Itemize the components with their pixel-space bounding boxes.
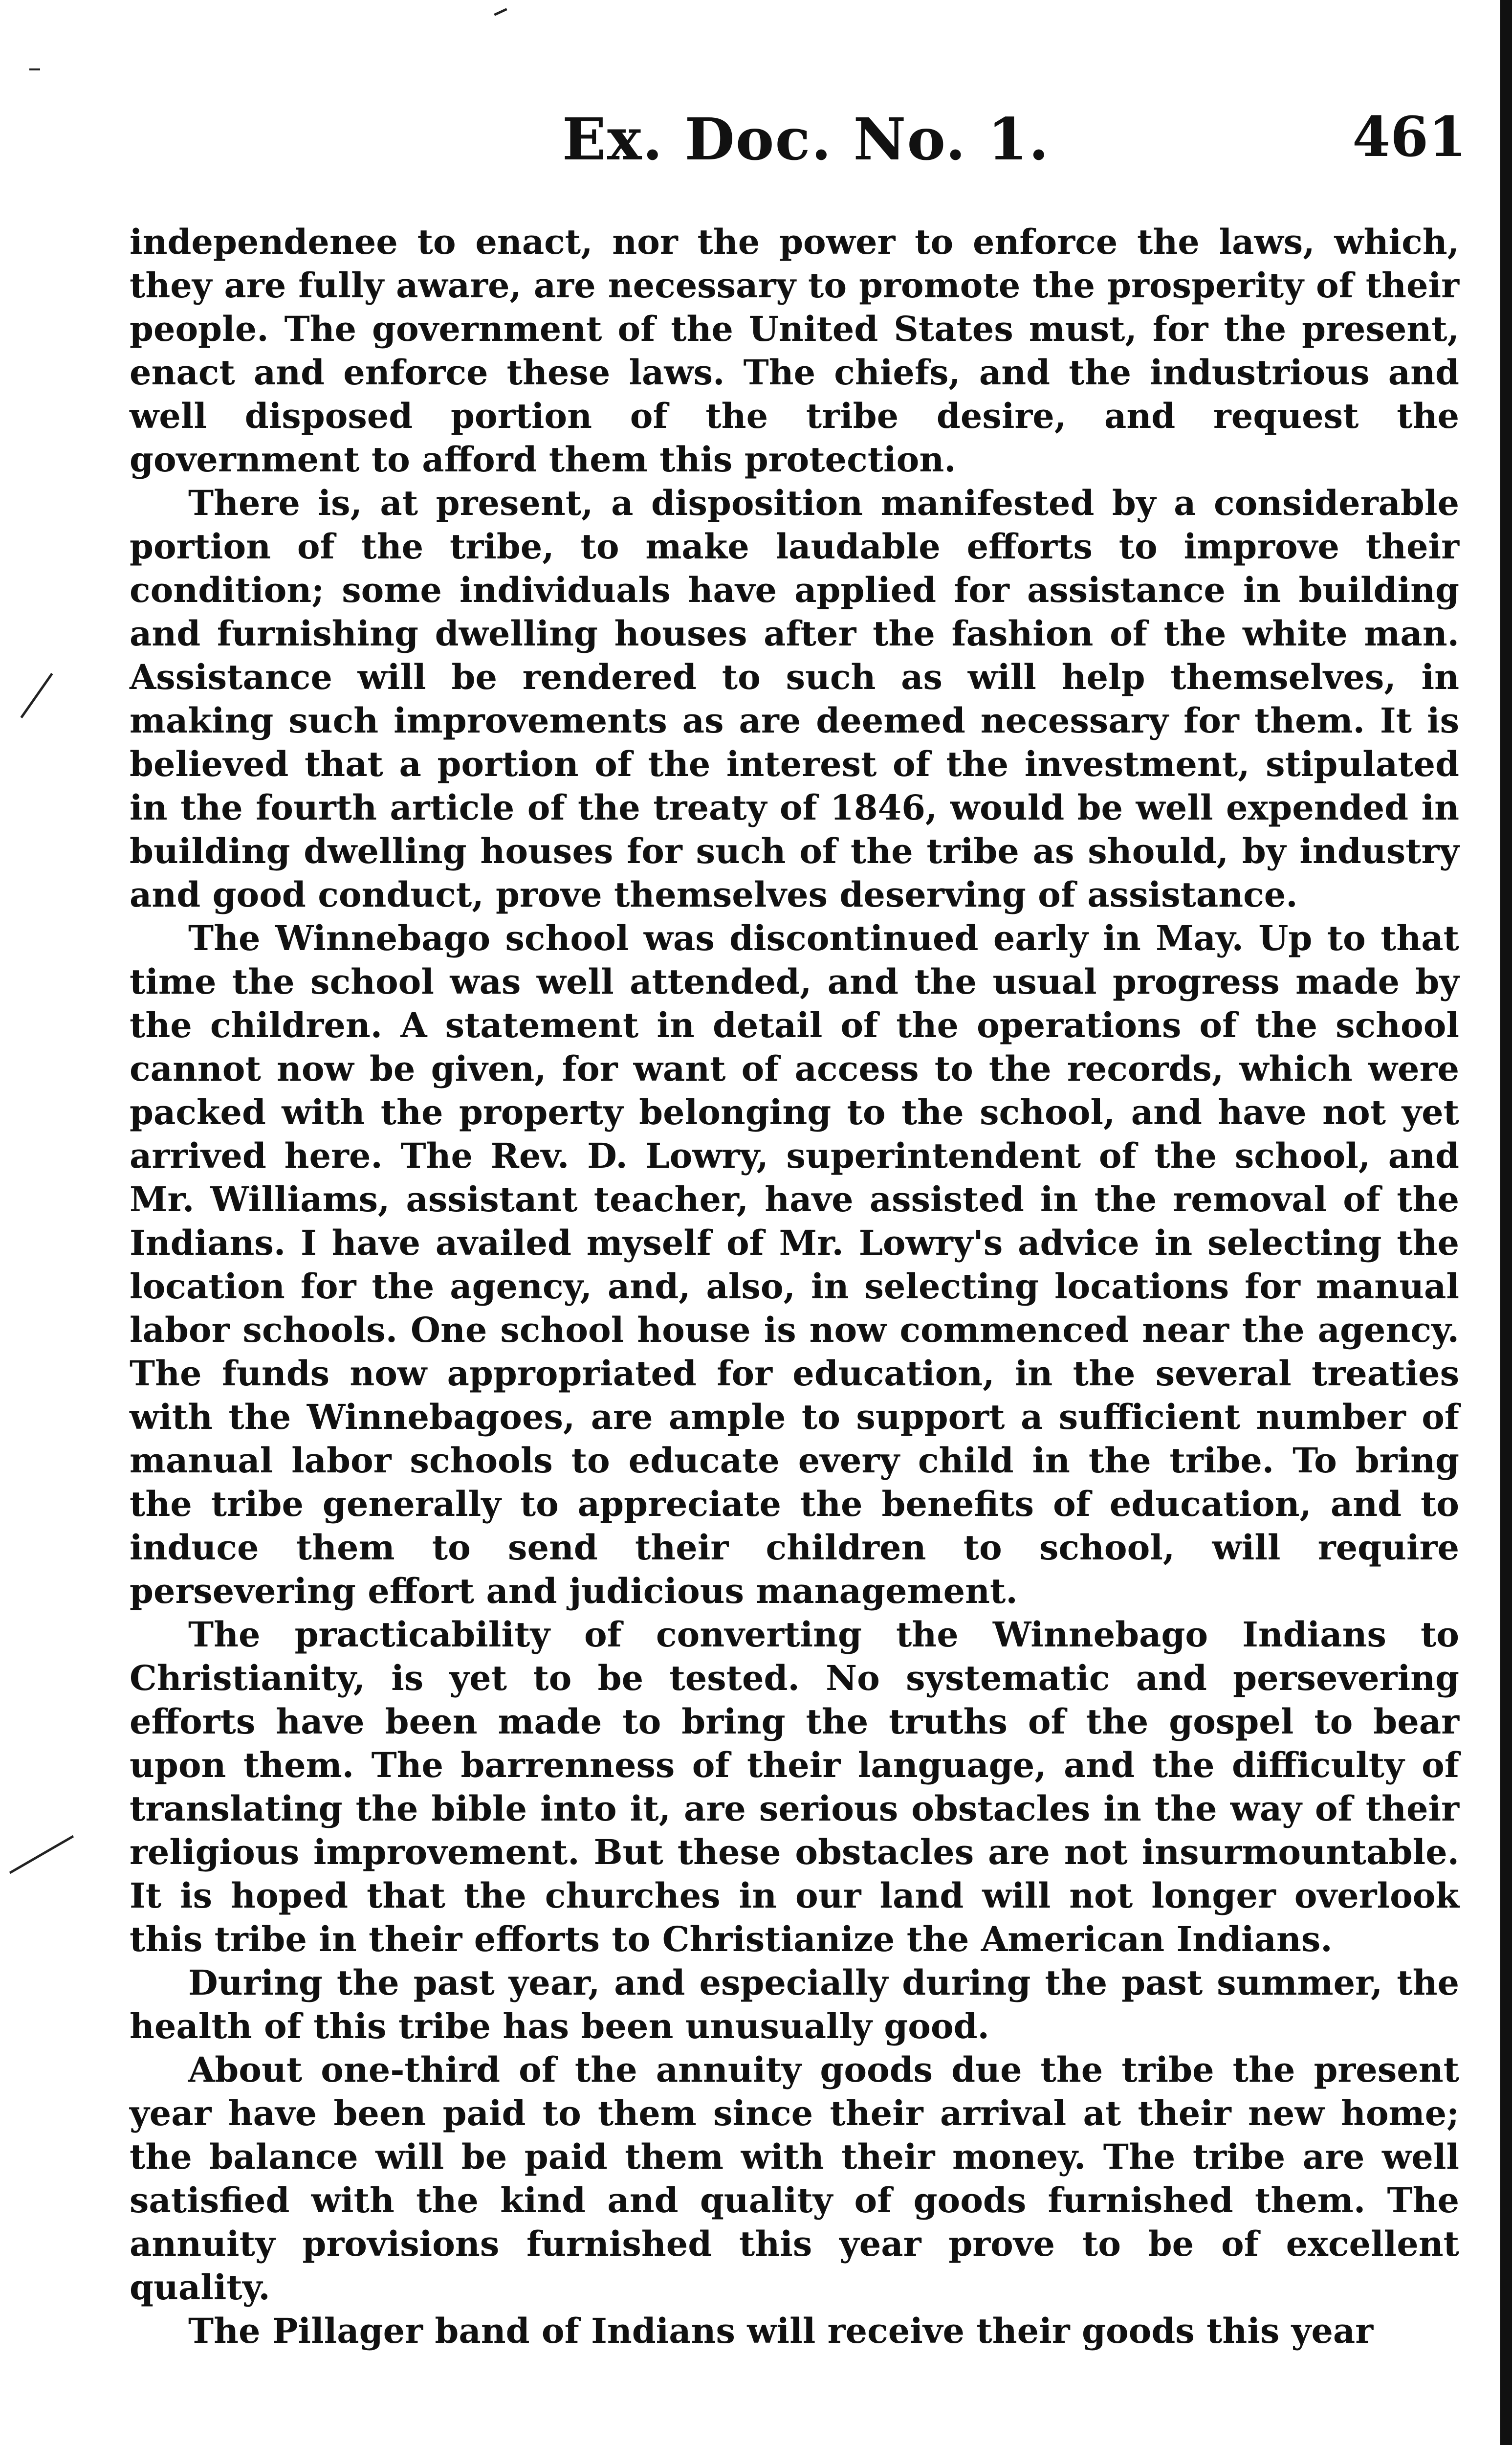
margin-tick-left-1 [20, 673, 53, 718]
paragraph-pillager: The Pillager band of Indians will receive their goods this year [188, 2311, 1374, 2351]
page-header [127, 105, 1467, 193]
page-edge-shadow [1500, 0, 1512, 2445]
paragraph-christianity: The practicability of converting the Winnebago Indians to Christianity, is yet to be tested. No systematic and persevering efforts have been made to bring the truths of the gospel to bear upon them. The barrenness of their language, and the difficulty of translating the bible into it, are serious obstacles in the way of their religious improvement. But these obstacles are not insurmountable. It is hoped that the churches in our land will not longer overlook this tribe in their efforts to Christianize the American Indians. [130, 1614, 1459, 1959]
page-number: 461 [1352, 105, 1467, 169]
running-title: Ex. Doc. No. 1. [562, 105, 1050, 173]
paragraph-annuity: About one-third of the annuity goods due the tribe the present year have been paid to them since their arrival at their new home; the balance will be paid them with their money. The tribe are well satisfied with the kind and quality of goods furnished them. The annuity provisions furnished this year prove to be of excellent quality. [130, 2049, 1459, 2308]
paragraph-school: The Winnebago school was discontinued early in May. Up to that time the school was well attended, and the usual progress made by the children. A statement in detail of the operations of the school cannot now be given, for want of access to the records, which were packed with the property belonging to the school, and have not yet arrived here. The Rev. D. Lowry, superintendent of the school, and Mr. Williams, assistant teacher, have assisted in the removal of the Indians. I have availed myself of Mr. Lowry's advice in selecting the location for the agency, and, also, in selecting locations for manual labor schools. One school house is now commenced near the agency. The funds now appropriated for education, in the several treaties with the Winnebagoes, are ample to support a sufficient number of manual labor schools to educate every child in the tribe. To bring the tribe generally to appreciate the benefits of education, and to induce them to send their children to school, will require persevering effort and judicious management. [130, 918, 1459, 1611]
body-text [130, 220, 1459, 2353]
paragraph-disposition: There is, at present, a disposition manifested by a considerable portion of the tribe, to make laudable efforts to improve their condition; some individuals have applied for assistance in building and furnishing dwelling houses after the fashion of the white man. Assistance will be rendered to such as will help themselves, in making such improvements as are deemed necessary for them. It is believed that a portion of the interest of the investment, stipulated in the fourth article of the treaty of 1846, would be well expended in building dwelling houses for such of the tribe as should, by industry and good conduct, prove themselves deserving of assistance. [130, 483, 1459, 915]
paragraph-health: During the past year, and especially during the past summer, the health of this tribe has been unusually good. [130, 1962, 1459, 2046]
stray-mark-top [494, 8, 507, 16]
stray-mark-left-top [29, 68, 40, 70]
margin-tick-left-2 [9, 1835, 74, 1874]
paragraph-continued: independenee to enact, nor the power to enforce the laws, which, they are fully aware, are necessary to promote the prosperity of their people. The government of the United States must, for the present, enact and enforce these laws. The chiefs, and the industrious and well disposed portion of the tribe desire, and request the government to afford them this protection. [130, 222, 1459, 480]
